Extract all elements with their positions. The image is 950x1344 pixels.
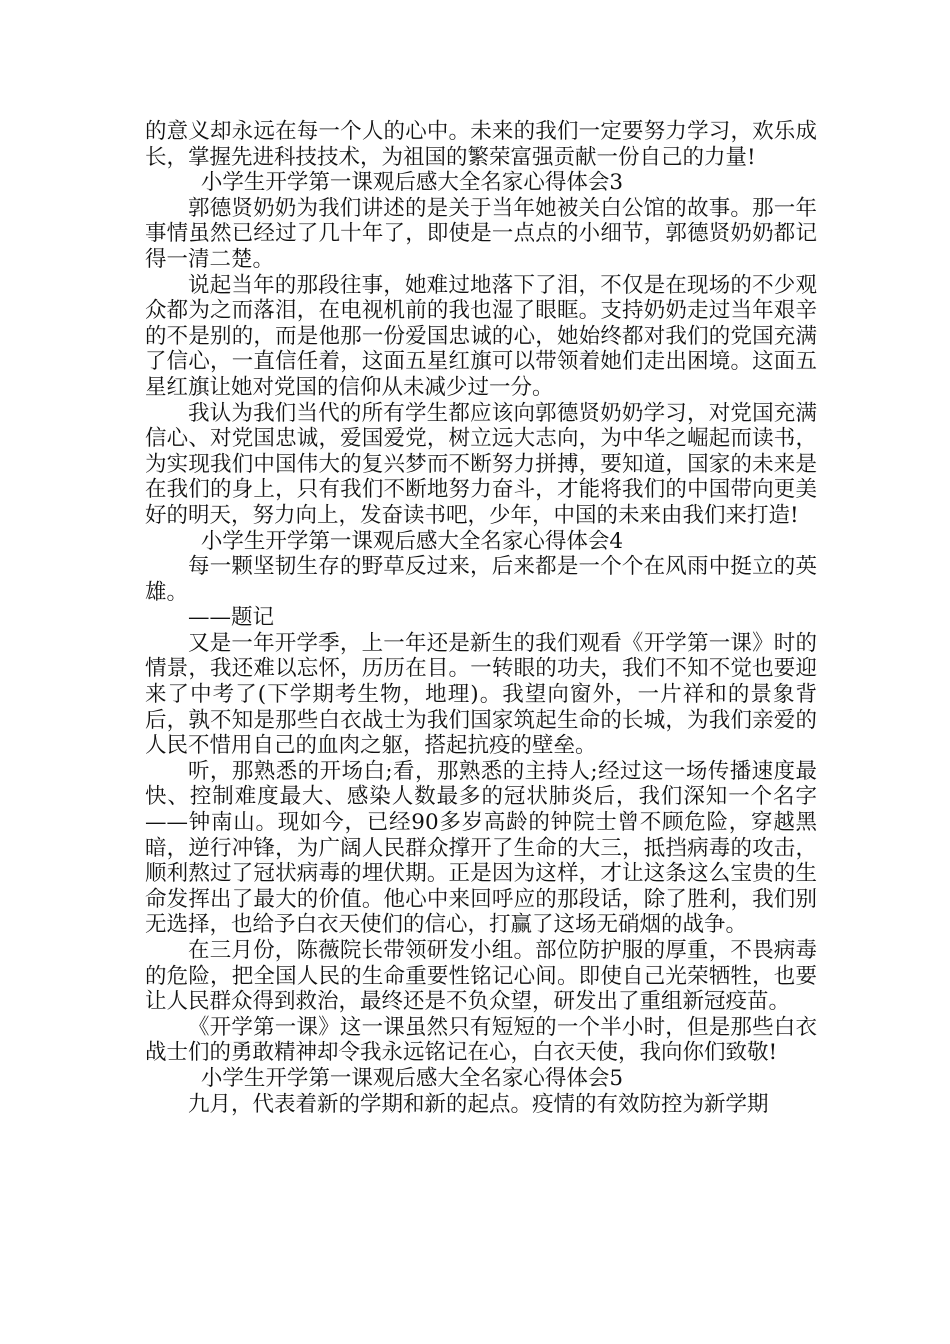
- paragraph: 郭德贤奶奶为我们讲述的是关于当年她被关白公馆的故事。那一年事情虽然已经过了几十年了，即使是一点点的小细节，郭德贤奶奶都记得一清二楚。: [145, 195, 817, 272]
- section-heading-4: 小学生开学第一课观后感大全名家心得体会4: [200, 528, 624, 554]
- paragraph: 我认为我们当代的所有学生都应该向郭德贤奶奶学习，对党国充满信心、对党国忠诚，爱国爱党，树立远大志向，为中华之崛起而读书，为实现我们中国伟大的复兴梦而不断努力拼搏，要知道，国家的未来是在我们的身上，只有我们不断地努力奋斗，才能将我们的中国带向更美好的明天，努力向上，发奋读书吧，少年，中国的未来由我们来打造!: [145, 400, 817, 528]
- paragraph: 在三月份，陈薇院长带领研发小组。部位防护服的厚重，不畏病毒的危险，把全国人民的生命重要性铭记心间。即使自己光荣牺牲，也要让人民群众得到救治，最终还是不负众望，研发出了重组新冠疫苗。: [145, 938, 817, 1015]
- paragraph: 《开学第一课》这一课虽然只有短短的一个半小时，但是那些白衣战士们的勇敢精神却令我永远铭记在心，白衣天使，我向你们致敬!: [145, 1014, 817, 1066]
- document-page: [145, 119, 817, 1117]
- epigraph-attribution: ——题记: [188, 605, 275, 631]
- paragraph: 说起当年的那段往事，她难过地落下了泪，不仅是在现场的不少观众都为之而落泪，在电视机前的我也湿了眼眶。支持奶奶走过当年艰辛的不是别的，而是他那一份爱国忠诚的心，她始终都对我们的党国充满了信心，一直信任着，这面五星红旗可以带领着她们走出困境。这面五星红旗让她对党国的信仰从未减少过一分。: [145, 272, 817, 400]
- paragraph-continuation: 的意义却永远在每一个人的心中。未来的我们一定要努力学习，欢乐成长，掌握先进科技技术，为祖国的繁荣富强贡献一份自己的力量!: [145, 119, 817, 170]
- paragraph: 听，那熟悉的开场白;看，那熟悉的主持人;经过这一场传播速度最快、控制难度最大、感染人数最多的冠状肺炎后，我们深知一个名字——钟南山。现如今，已经90多岁高龄的钟院士曾不顾危险，穿越黑暗，逆行冲锋，为广阔人民群众撑开了生命的大三，抵挡病毒的攻击，顺利熬过了冠状病毒的埋伏期。正是因为这样，才让这条这么宝贵的生命发挥出了最大的价值。他心中来回呼应的那段话，除了胜利，我们别无选择，也给予白衣天使们的信心，打赢了这场无硝烟的战争。: [145, 758, 817, 938]
- paragraph: 又是一年开学季，上一年还是新生的我们观看《开学第一课》时的情景，我还难以忘怀，历历在目。一转眼的功夫，我们不知不觉也要迎来了中考了(下学期考生物，地理)。我望向窗外，一片祥和的景象背后，孰不知是那些白衣战士为我们国家筑起生命的长城，为我们亲爱的人民不惜用自己的血肉之躯，搭起抗疫的壁垒。: [145, 630, 817, 759]
- section-heading-3: 小学生开学第一课观后感大全名家心得体会3: [200, 170, 624, 196]
- paragraph: 每一颗坚韧生存的野草反过来，后来都是一个个在风雨中挺立的英雄。: [145, 554, 817, 605]
- paragraph: 九月，代表着新的学期和新的起点。疫情的有效防控为新学期: [188, 1091, 769, 1117]
- section-heading-5: 小学生开学第一课观后感大全名家心得体会5: [200, 1065, 624, 1091]
